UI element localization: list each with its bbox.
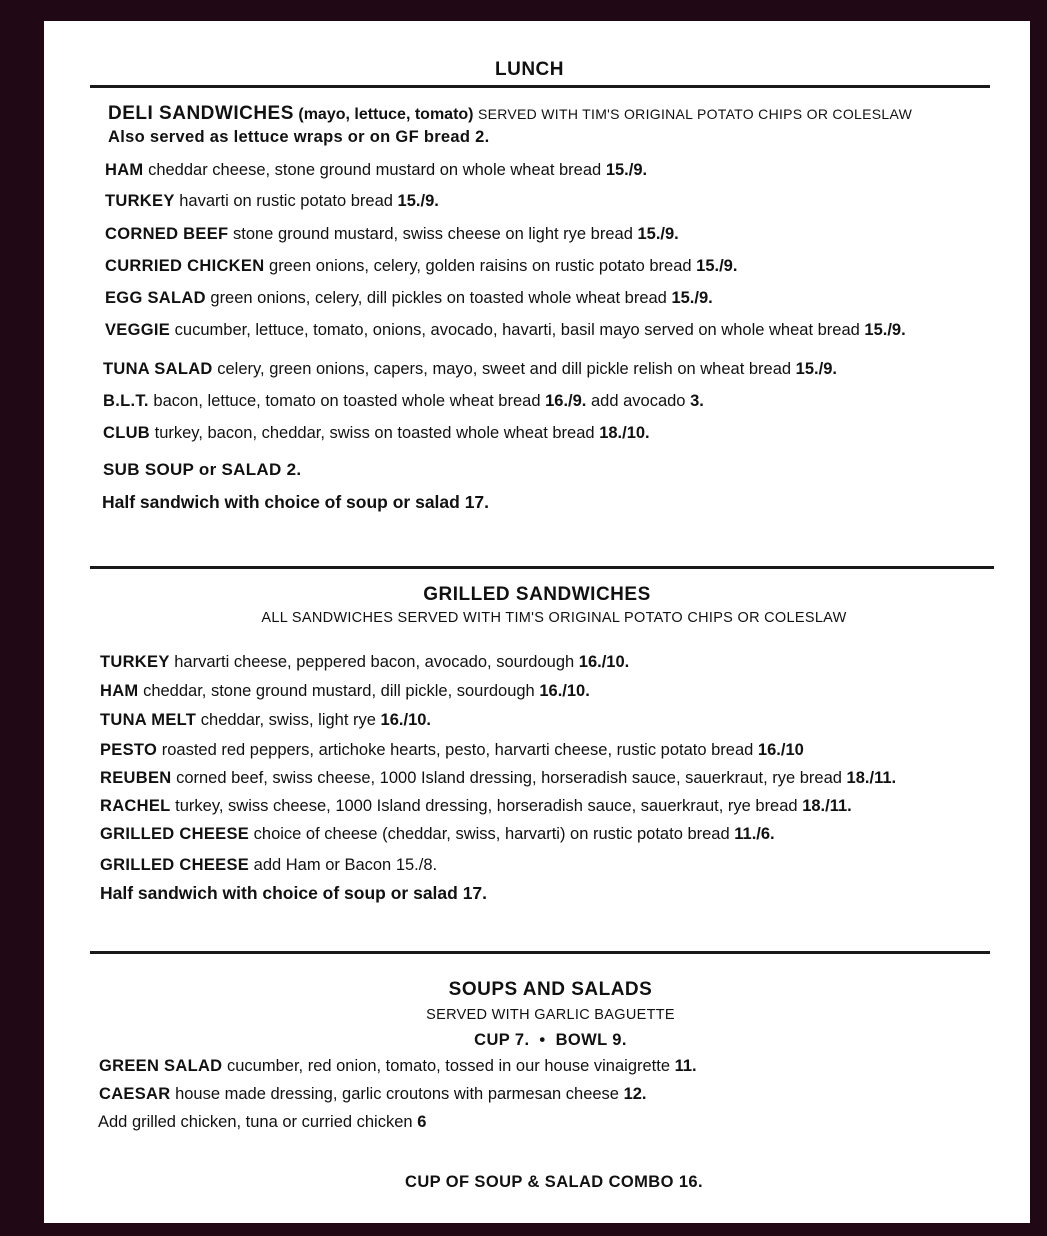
- menu-item-grilled-rachel: [100, 796, 852, 816]
- add-text: Add grilled chicken, tuna or curried chicken: [98, 1113, 413, 1131]
- item-desc: cucumber, red onion, tomato, tossed in our house vinaigrette: [227, 1057, 671, 1075]
- item-price: 15./9.: [795, 360, 837, 378]
- menu-item-deli-ham: [105, 160, 647, 180]
- cup-price: CUP 7.: [474, 1031, 530, 1049]
- item-desc: cheddar cheese, stone ground mustard on whole wheat bread: [148, 161, 602, 179]
- menu-item-grilled-cheese-addon: [100, 855, 437, 875]
- item-desc: cucumber, lettuce, tomato, onions, avocado, havarti, basil mayo served on whole wheat bread: [174, 321, 860, 339]
- grilled-served-with: ALL SANDWICHES SERVED WITH TIM'S ORIGINAL POTATO CHIPS OR COLESLAW: [261, 610, 847, 626]
- item-desc: cheddar, stone ground mustard, dill pickle, sourdough: [143, 682, 535, 700]
- menu-item-grilled-turkey: [100, 652, 629, 672]
- item-name: TUNA MELT: [100, 711, 197, 729]
- deli-title-note: (mayo, lettuce, tomato): [298, 106, 474, 123]
- item-desc: cheddar, swiss, light rye: [200, 711, 376, 729]
- item-price: 15./9.: [397, 192, 439, 210]
- item-price: 18./11.: [802, 797, 852, 815]
- menu-item-caesar: [99, 1084, 647, 1104]
- menu-item-deli-turkey: [105, 191, 439, 211]
- deli-rule: [90, 566, 994, 569]
- item-price: 12.: [623, 1085, 647, 1103]
- item-price: 15./9.: [696, 257, 738, 275]
- bowl-price: BOWL 9.: [555, 1031, 627, 1049]
- item-name: CORNED BEEF: [105, 225, 229, 243]
- item-desc: turkey, bacon, cheddar, swiss on toasted whole wheat bread: [154, 424, 595, 442]
- item-desc: add Ham or Bacon 15./8.: [253, 856, 438, 874]
- item-extra: add avocado: [590, 392, 686, 410]
- item-desc: choice of cheese (cheddar, swiss, harvarti) on rustic potato bread: [253, 825, 730, 843]
- soups-title: SOUPS AND SALADS: [448, 979, 653, 1000]
- menu-item-grilled-pesto: [100, 740, 804, 760]
- item-name: CURRIED CHICKEN: [105, 257, 265, 275]
- item-desc: corned beef, swiss cheese, 1000 Island dressing, horseradish sauce, sauerkraut, rye bread: [176, 769, 842, 787]
- menu-item-deli-blt: [103, 391, 704, 411]
- item-name: GRILLED CHEESE: [100, 825, 250, 843]
- item-name: HAM: [100, 682, 139, 700]
- item-name: TURKEY: [105, 192, 175, 210]
- lunch-rule: [90, 85, 990, 88]
- item-price: 11.: [674, 1057, 697, 1075]
- item-price: 18./11.: [846, 769, 897, 787]
- deli-section-header: [108, 103, 912, 125]
- item-desc: green onions, celery, golden raisins on rustic potato bread: [269, 257, 692, 275]
- item-price: 18./10.: [599, 424, 650, 442]
- menu-page: [44, 21, 1030, 1223]
- deli-sub-note: SUB SOUP or SALAD 2.: [103, 460, 302, 479]
- menu-item-grilled-reuben: [100, 768, 896, 788]
- menu-item-grilled-tuna-melt: [100, 710, 431, 730]
- lunch-title: LUNCH: [495, 59, 564, 80]
- item-name: CLUB: [103, 424, 151, 442]
- item-desc: green onions, celery, dill pickles on toasted whole wheat bread: [210, 289, 667, 307]
- item-name: EGG SALAD: [105, 289, 206, 307]
- item-name: B.L.T.: [103, 392, 149, 410]
- item-desc: bacon, lettuce, tomato on toasted whole wheat bread: [153, 392, 541, 410]
- item-name: RACHEL: [100, 797, 171, 815]
- deli-wraps-note: Also served as lettuce wraps or on GF bread 2.: [108, 128, 490, 146]
- grilled-rule: [90, 951, 990, 954]
- item-desc: stone ground mustard, swiss cheese on light rye bread: [233, 225, 633, 243]
- item-price: 15./9.: [864, 321, 906, 339]
- item-desc: house made dressing, garlic croutons with parmesan cheese: [175, 1085, 619, 1103]
- item-price: 11./6.: [734, 825, 775, 843]
- grilled-half-note: Half sandwich with choice of soup or salad 17.: [100, 883, 488, 903]
- deli-half-note: Half sandwich with choice of soup or salad 17.: [102, 492, 490, 512]
- item-price: 16./10: [757, 741, 804, 759]
- item-price: 16./10.: [380, 711, 432, 729]
- cup-bowl-pricing: [44, 1031, 1047, 1050]
- menu-item-deli-egg-salad: [105, 288, 713, 308]
- item-name: TUNA SALAD: [103, 360, 213, 378]
- menu-item-deli-tuna-salad: [103, 359, 837, 379]
- menu-item-deli-curried-chicken: [105, 256, 737, 276]
- grilled-title: GRILLED SANDWICHES: [423, 584, 651, 605]
- item-extra-price: 3.: [690, 392, 704, 410]
- item-name: GRILLED CHEESE: [100, 856, 250, 874]
- item-desc: celery, green onions, capers, mayo, sweet and dill pickle relish on wheat bread: [217, 360, 792, 378]
- item-desc: roasted red peppers, artichoke hearts, pesto, harvarti cheese, rustic potato bread: [161, 741, 754, 759]
- menu-item-deli-veggie: [105, 320, 906, 340]
- item-price: 15./9.: [671, 289, 713, 307]
- item-desc: havarti on rustic potato bread: [179, 192, 393, 210]
- item-price: 16./9.: [545, 392, 587, 410]
- item-name: PESTO: [100, 741, 158, 759]
- deli-served-with: SERVED WITH TIM'S ORIGINAL POTATO CHIPS OR COLESLAW: [477, 106, 913, 122]
- item-desc: turkey, swiss cheese, 1000 Island dressing, horseradish sauce, sauerkraut, rye bread: [175, 797, 798, 815]
- item-name: TURKEY: [100, 653, 170, 671]
- soups-add-note: [98, 1112, 426, 1132]
- item-price: 16./10.: [578, 653, 630, 671]
- item-name: REUBEN: [100, 769, 172, 787]
- menu-item-deli-corned-beef: [105, 224, 679, 244]
- item-name: VEGGIE: [105, 321, 171, 339]
- item-price: 16./10.: [539, 682, 590, 700]
- item-price: 15./9.: [637, 225, 679, 243]
- item-name: CAESAR: [99, 1085, 171, 1103]
- item-name: HAM: [105, 161, 144, 179]
- menu-item-grilled-cheese: [100, 824, 775, 844]
- add-price: 6: [417, 1113, 427, 1131]
- menu-item-green-salad: [99, 1056, 697, 1076]
- item-name: GREEN SALAD: [99, 1057, 223, 1075]
- bullet-separator: •: [539, 1031, 546, 1049]
- deli-title: DELI SANDWICHES: [108, 103, 294, 124]
- soups-served-with: SERVED WITH GARLIC BAGUETTE: [426, 1007, 675, 1023]
- soup-salad-combo: CUP OF SOUP & SALAD COMBO 16.: [405, 1173, 703, 1191]
- item-desc: harvarti cheese, peppered bacon, avocado, sourdough: [174, 653, 575, 671]
- menu-item-deli-club: [103, 423, 650, 443]
- item-price: 15./9.: [605, 161, 648, 179]
- menu-item-grilled-ham: [100, 681, 590, 701]
